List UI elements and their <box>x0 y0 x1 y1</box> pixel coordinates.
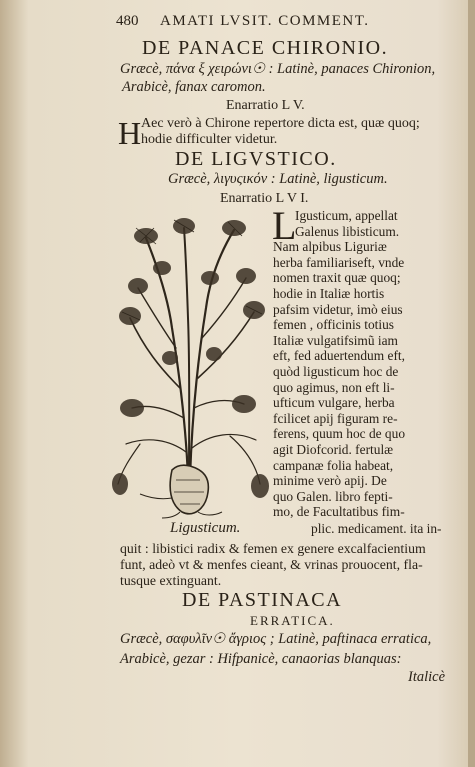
panace-text-2: hodie difficulter videtur. <box>141 132 278 147</box>
section-heading-ligustico: DE LIGVSTICO. <box>175 148 337 170</box>
column-line-end: plic. medicament. ita in- <box>311 521 442 536</box>
column-line: femen , officinis totius <box>273 317 394 333</box>
figure-caption: Ligusticum. <box>170 520 241 536</box>
column-line: minime verò apij. De <box>273 473 387 489</box>
column-line: Igusticum, appellat <box>295 208 398 223</box>
section-heading-panace: DE PANACE CHIRONIO. <box>142 37 389 59</box>
running-title: AMATI LVSIT. COMMENT. <box>160 13 370 29</box>
column-line: fcilicet apij figuram re- <box>273 410 398 426</box>
column-line: nomen traxit quæ quoq; <box>273 270 401 286</box>
page-edge <box>468 0 475 767</box>
names-pastinaca-1: Græcè, σαφυλῖν☉ ἄγριος ; Latinè, paftinaca erratica, <box>120 631 432 647</box>
enarratio-56: Enarratio L V I. <box>220 191 309 206</box>
column-line: pafsim videtur, imò eius <box>273 301 403 317</box>
column-line: quo agimus, non eft li- <box>273 379 395 395</box>
enarratio-55: Enarratio L V. <box>226 98 305 113</box>
drop-initial-l: L <box>272 203 297 248</box>
column-line: ferens, quum hoc de quo <box>273 426 406 442</box>
column-line: campanæ folia habeat, <box>273 457 394 473</box>
section-subheading-erratica: ERRATICA. <box>250 613 335 628</box>
page-number: 480 <box>116 13 139 29</box>
full-line: tusque extinguant. <box>120 573 222 588</box>
column-line: quòd ligusticum hoc de <box>273 363 399 379</box>
column-line: herba familiariseft, vnde <box>273 254 405 270</box>
full-line: quit : libistici radix & femen ex genere excalfacientium <box>120 541 426 556</box>
names-panace-1: Græcè, πάνα ξ χειρώνι☉ : Latinè, panaces Chironion, <box>120 61 436 77</box>
column-line: agit Diofcorid. fertulæ <box>273 441 394 457</box>
column-line: eft, fed aduertendum eft, <box>273 348 405 364</box>
column-line: mo, de Facultatibus fim- <box>273 504 405 520</box>
column-line: quo Galen. libro fepti- <box>273 488 393 504</box>
names-ligustico: Græcè, λιγυςικόν : Latinè, ligusticum. <box>168 171 388 187</box>
ligusticum-plant-woodcut-icon <box>110 208 270 520</box>
full-line: funt, adeò vt & menfes cieant, & vrinas prouocent, fla- <box>120 557 423 572</box>
names-pastinaca-2: Arabicè, gezar : Hifpanicè, canaorias blanquas: <box>120 651 402 667</box>
text-column <box>272 203 461 520</box>
section-heading-pastinaca: DE PASTINACA <box>182 589 343 611</box>
column-line: hodie in Italiæ hortis <box>273 285 385 301</box>
panace-text-1: Aec verò à Chirone repertore dicta est, quæ quoq; <box>141 116 420 131</box>
column-line: Nam alpibus Liguriæ <box>273 239 387 255</box>
names-panace-2: Arabicè, fanax caromon. <box>122 79 266 95</box>
drop-initial-h: H <box>118 115 142 151</box>
column-line: Galenus libisticum. <box>295 223 400 239</box>
names-pastinaca-3: Italicè <box>408 669 446 685</box>
column-line: ufticum vulgare, herba <box>273 395 395 411</box>
column-line: Italiæ vulgatifsimũ iam <box>273 332 398 348</box>
